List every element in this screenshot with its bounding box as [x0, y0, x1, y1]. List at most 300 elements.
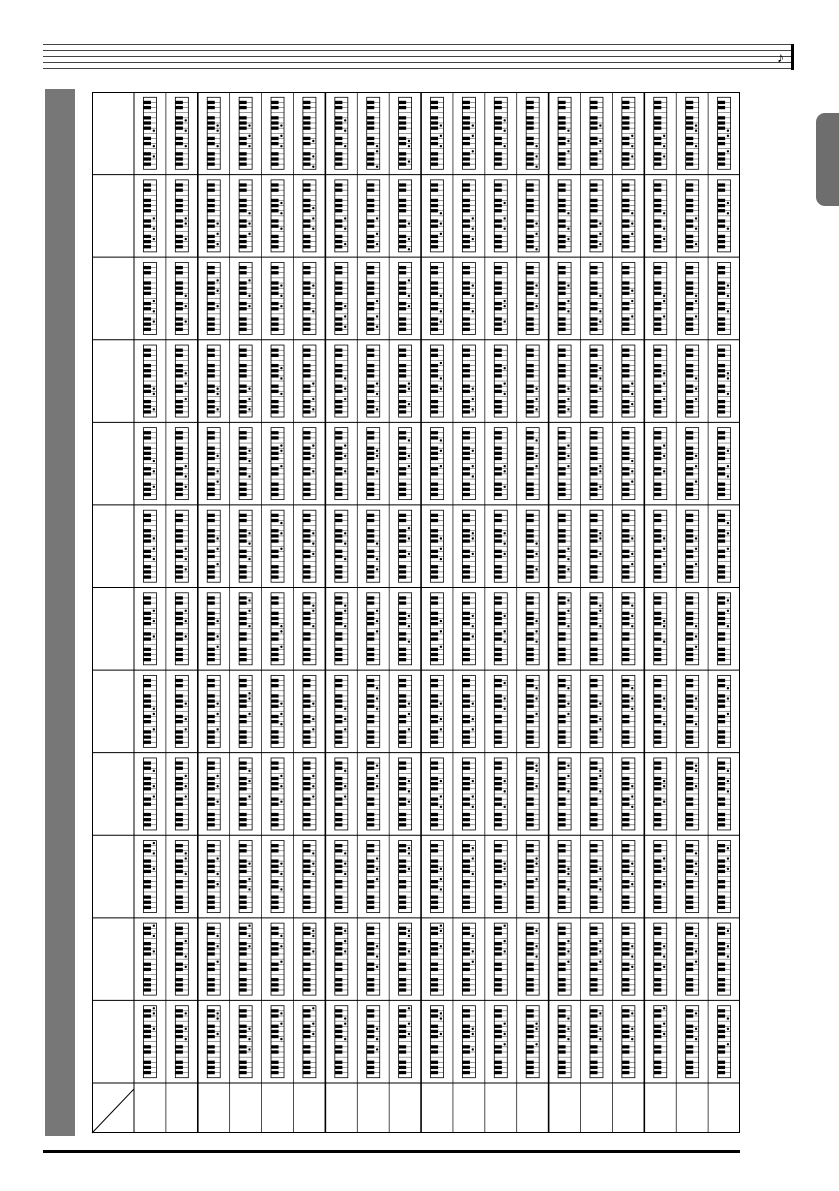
- black-key: [175, 570, 183, 573]
- black-key: [462, 761, 470, 764]
- black-key: [494, 906, 502, 909]
- black-key: [526, 281, 534, 284]
- black-key: [367, 741, 375, 744]
- black-key: [590, 705, 598, 708]
- black-key: [143, 684, 151, 687]
- black-key: [367, 575, 375, 578]
- chord-dot: [695, 537, 697, 539]
- chord-dot: [695, 295, 697, 297]
- black-key: [367, 116, 375, 119]
- black-key: [207, 679, 215, 682]
- black-key: [399, 885, 407, 888]
- chord-dot: [695, 708, 697, 710]
- black-key: [462, 374, 470, 377]
- black-key: [399, 870, 407, 873]
- black-key: [686, 405, 694, 408]
- black-key: [367, 818, 375, 821]
- black-key: [399, 101, 407, 104]
- black-key: [239, 741, 247, 744]
- chord-dot: [280, 888, 282, 890]
- black-key: [462, 539, 470, 542]
- black-key: [494, 472, 502, 475]
- black-key: [431, 292, 439, 295]
- black-key: [431, 121, 439, 124]
- black-key: [558, 219, 566, 222]
- black-key: [239, 452, 247, 455]
- chord-dot: [312, 455, 314, 457]
- black-key: [494, 514, 502, 517]
- black-key: [462, 730, 470, 733]
- black-key: [558, 142, 566, 145]
- black-key: [399, 767, 407, 770]
- chord-dot: [312, 728, 314, 730]
- black-key: [526, 405, 534, 408]
- black-key: [462, 596, 470, 599]
- black-key: [175, 364, 183, 367]
- black-key: [718, 225, 726, 228]
- black-key: [686, 519, 694, 522]
- chord-dot: [153, 728, 155, 730]
- black-key: [462, 565, 470, 568]
- black-key: [143, 658, 151, 661]
- black-key: [207, 235, 215, 238]
- black-key: [718, 823, 726, 826]
- black-key: [399, 452, 407, 455]
- black-key: [207, 885, 215, 888]
- chord-dot: [567, 687, 569, 689]
- black-key: [335, 292, 343, 295]
- black-key: [271, 715, 279, 718]
- black-key: [335, 410, 343, 413]
- black-key: [462, 467, 470, 470]
- black-key: [207, 157, 215, 160]
- black-key: [367, 400, 375, 403]
- black-key: [526, 436, 534, 439]
- black-key: [335, 457, 343, 460]
- black-key: [622, 163, 630, 166]
- black-key: [462, 385, 470, 388]
- chord-dot: [503, 780, 505, 782]
- chord-dot: [727, 790, 729, 792]
- black-key: [143, 142, 151, 145]
- black-key: [399, 137, 407, 140]
- black-key: [462, 570, 470, 573]
- black-key: [686, 323, 694, 326]
- black-key: [718, 617, 726, 620]
- black-key: [175, 529, 183, 532]
- black-key: [431, 632, 439, 635]
- black-key: [239, 127, 247, 130]
- black-key: [303, 400, 311, 403]
- black-key: [686, 271, 694, 274]
- chord-dot: [312, 310, 314, 312]
- chord-dot: [631, 212, 633, 214]
- black-key: [558, 101, 566, 104]
- black-key: [622, 596, 630, 599]
- black-key: [431, 741, 439, 744]
- chord-dot: [631, 222, 633, 224]
- black-key: [239, 457, 247, 460]
- chord-dot: [280, 135, 282, 137]
- black-key: [494, 121, 502, 124]
- black-key: [207, 240, 215, 243]
- black-key: [143, 555, 151, 558]
- black-key: [622, 694, 630, 697]
- black-key: [239, 189, 247, 192]
- black-key: [271, 694, 279, 697]
- black-key: [207, 307, 215, 310]
- chord-dot: [376, 233, 378, 235]
- black-key: [271, 844, 279, 847]
- black-key: [494, 612, 502, 615]
- black-key: [622, 152, 630, 155]
- chord-dot: [248, 625, 250, 627]
- chord-dot: [344, 795, 346, 797]
- black-key: [431, 575, 439, 578]
- chord-dot: [185, 222, 187, 224]
- black-key: [367, 767, 375, 770]
- chord-dot: [153, 795, 155, 797]
- black-key: [143, 632, 151, 635]
- black-key: [271, 467, 279, 470]
- chord-dot: [344, 398, 346, 400]
- black-key: [431, 694, 439, 697]
- black-key: [558, 271, 566, 274]
- black-key: [686, 374, 694, 377]
- black-key: [622, 761, 630, 764]
- chord-dot: [663, 398, 665, 400]
- chord-dot: [440, 295, 442, 297]
- black-key: [494, 653, 502, 656]
- black-key: [494, 240, 502, 243]
- chord-dot: [280, 713, 282, 715]
- black-key: [622, 601, 630, 604]
- black-key: [526, 777, 534, 780]
- chord-dot: [312, 398, 314, 400]
- chord-dot: [312, 702, 314, 704]
- black-key: [367, 601, 375, 604]
- black-key: [622, 565, 630, 568]
- black-key: [303, 885, 311, 888]
- black-key: [335, 183, 343, 186]
- black-key: [239, 142, 247, 145]
- black-key: [335, 127, 343, 130]
- chord-dot: [185, 465, 187, 467]
- black-key: [207, 575, 215, 578]
- black-key: [686, 539, 694, 542]
- chord-dot: [376, 450, 378, 452]
- black-key: [686, 410, 694, 413]
- chord-dot: [567, 610, 569, 612]
- chord-dot: [631, 403, 633, 405]
- black-key: [526, 813, 534, 816]
- black-key: [558, 632, 566, 635]
- black-key: [718, 457, 726, 460]
- black-key: [558, 400, 566, 403]
- black-key: [175, 859, 183, 862]
- chord-dot: [216, 785, 218, 787]
- black-key: [622, 127, 630, 130]
- black-key: [175, 317, 183, 320]
- chord-dot: [472, 728, 474, 730]
- black-key: [143, 617, 151, 620]
- black-key: [303, 369, 311, 372]
- black-key: [590, 219, 598, 222]
- chord-dot: [535, 640, 537, 642]
- chord-dot: [503, 367, 505, 369]
- black-key: [622, 369, 630, 372]
- black-key: [399, 349, 407, 352]
- black-key: [622, 653, 630, 656]
- black-key: [271, 436, 279, 439]
- black-key: [207, 570, 215, 573]
- black-key: [462, 287, 470, 290]
- black-key: [526, 189, 534, 192]
- black-key: [175, 447, 183, 450]
- chord-dot: [503, 393, 505, 395]
- chord-dot: [503, 708, 505, 710]
- chord-dot: [344, 315, 346, 317]
- black-key: [526, 705, 534, 708]
- black-key: [399, 483, 407, 486]
- chord-dot: [216, 290, 218, 292]
- black-key: [718, 803, 726, 806]
- chord-dot: [440, 310, 442, 312]
- chord-dot: [472, 310, 474, 312]
- black-key: [335, 735, 343, 738]
- black-key: [494, 152, 502, 155]
- black-key: [431, 570, 439, 573]
- black-key: [431, 369, 439, 372]
- black-key: [558, 204, 566, 207]
- black-key: [175, 199, 183, 202]
- black-key: [367, 653, 375, 656]
- black-key: [175, 281, 183, 284]
- black-key: [271, 287, 279, 290]
- black-key: [303, 183, 311, 186]
- chord-dot: [503, 806, 505, 808]
- black-key: [718, 679, 726, 682]
- black-key: [399, 219, 407, 222]
- black-key: [175, 493, 183, 496]
- black-key: [718, 612, 726, 615]
- black-key: [686, 204, 694, 207]
- black-key: [686, 240, 694, 243]
- black-key: [367, 328, 375, 331]
- black-key: [431, 302, 439, 305]
- black-key: [526, 782, 534, 785]
- black-key: [462, 410, 470, 413]
- black-key: [143, 354, 151, 357]
- black-key: [367, 209, 375, 212]
- black-key: [399, 565, 407, 568]
- black-key: [590, 813, 598, 816]
- black-key: [399, 328, 407, 331]
- black-key: [175, 823, 183, 826]
- chord-dot: [376, 145, 378, 147]
- chord-dot: [727, 532, 729, 534]
- black-key: [303, 457, 311, 460]
- black-key: [622, 483, 630, 486]
- black-key: [462, 741, 470, 744]
- black-key: [207, 529, 215, 532]
- black-key: [303, 137, 311, 140]
- chord-dot: [472, 702, 474, 704]
- chord-dot: [312, 542, 314, 544]
- black-key: [558, 767, 566, 770]
- black-key: [654, 142, 662, 145]
- chord-dot: [248, 780, 250, 782]
- black-key: [686, 317, 694, 320]
- black-key: [431, 447, 439, 450]
- black-key: [335, 436, 343, 439]
- black-key: [718, 436, 726, 439]
- black-key: [399, 354, 407, 357]
- black-key: [175, 777, 183, 780]
- black-key: [335, 472, 343, 475]
- black-key: [654, 488, 662, 491]
- black-key: [654, 483, 662, 486]
- black-key: [367, 137, 375, 140]
- black-key: [686, 741, 694, 744]
- chord-dot: [408, 553, 410, 555]
- chord-dot: [503, 542, 505, 544]
- black-key: [526, 364, 534, 367]
- black-key: [686, 555, 694, 558]
- black-key: [271, 266, 279, 269]
- black-key: [590, 493, 598, 496]
- chord-dot: [440, 233, 442, 235]
- chord-dot: [599, 728, 601, 730]
- black-key: [207, 287, 215, 290]
- black-key: [207, 880, 215, 883]
- black-key: [558, 323, 566, 326]
- black-key: [686, 782, 694, 785]
- chord-dot: [248, 145, 250, 147]
- chord-dot: [376, 408, 378, 410]
- black-key: [686, 328, 694, 331]
- chord-dot: [535, 630, 537, 632]
- black-key: [526, 648, 534, 651]
- chord-dot: [216, 145, 218, 147]
- black-key: [303, 637, 311, 640]
- black-key: [303, 354, 311, 357]
- chord-dot: [376, 868, 378, 870]
- chord-dot: [663, 780, 665, 782]
- black-key: [335, 405, 343, 408]
- black-key: [494, 457, 502, 460]
- black-key: [335, 219, 343, 222]
- chord-dot: [185, 372, 187, 374]
- black-key: [335, 565, 343, 568]
- chord-dot: [663, 620, 665, 622]
- black-key: [175, 302, 183, 305]
- black-key: [143, 865, 151, 868]
- black-key: [335, 106, 343, 109]
- black-key: [622, 550, 630, 553]
- black-key: [239, 787, 247, 790]
- black-key: [494, 880, 502, 883]
- black-key: [303, 225, 311, 228]
- chord-dot: [312, 140, 314, 142]
- black-key: [654, 534, 662, 537]
- chord-dot: [408, 403, 410, 405]
- black-key: [431, 328, 439, 331]
- black-key: [367, 152, 375, 155]
- black-key: [622, 741, 630, 744]
- black-key: [431, 349, 439, 352]
- black-key: [367, 637, 375, 640]
- black-key: [718, 534, 726, 537]
- black-key: [622, 354, 630, 357]
- chord-dot: [153, 310, 155, 312]
- black-key: [654, 163, 662, 166]
- chord-dot: [727, 687, 729, 689]
- black-key: [271, 328, 279, 331]
- chord-dot: [312, 155, 314, 157]
- black-key: [143, 349, 151, 352]
- black-key: [175, 514, 183, 517]
- black-key: [431, 137, 439, 140]
- chord-dot: [440, 558, 442, 560]
- black-key: [335, 323, 343, 326]
- black-key: [143, 705, 151, 708]
- black-key: [143, 364, 151, 367]
- black-key: [654, 209, 662, 212]
- black-key: [271, 658, 279, 661]
- black-key: [207, 452, 215, 455]
- black-key: [526, 632, 534, 635]
- black-key: [686, 529, 694, 532]
- black-key: [431, 653, 439, 656]
- black-key: [654, 369, 662, 372]
- black-key: [431, 612, 439, 615]
- black-key: [654, 121, 662, 124]
- black-key: [494, 209, 502, 212]
- black-key: [303, 534, 311, 537]
- black-key: [239, 767, 247, 770]
- black-key: [558, 281, 566, 284]
- black-key: [303, 653, 311, 656]
- chord-dot: [344, 228, 346, 230]
- black-key: [303, 519, 311, 522]
- chord-dot: [280, 305, 282, 307]
- black-key: [718, 101, 726, 104]
- black-key: [718, 782, 726, 785]
- chord-dot: [344, 130, 346, 132]
- black-key: [335, 287, 343, 290]
- black-key: [367, 493, 375, 496]
- black-key: [590, 209, 598, 212]
- black-key: [558, 684, 566, 687]
- black-key: [367, 349, 375, 352]
- chord-dot: [631, 795, 633, 797]
- chord-dot: [344, 862, 346, 864]
- black-key: [175, 400, 183, 403]
- black-key: [622, 400, 630, 403]
- chord-dot: [216, 130, 218, 132]
- chord-dot: [312, 610, 314, 612]
- black-key: [686, 235, 694, 238]
- black-key: [654, 204, 662, 207]
- chord-dot: [153, 852, 155, 854]
- black-key: [654, 390, 662, 393]
- black-key: [622, 813, 630, 816]
- black-key: [143, 287, 151, 290]
- black-key: [303, 235, 311, 238]
- black-key: [462, 452, 470, 455]
- black-key: [431, 452, 439, 455]
